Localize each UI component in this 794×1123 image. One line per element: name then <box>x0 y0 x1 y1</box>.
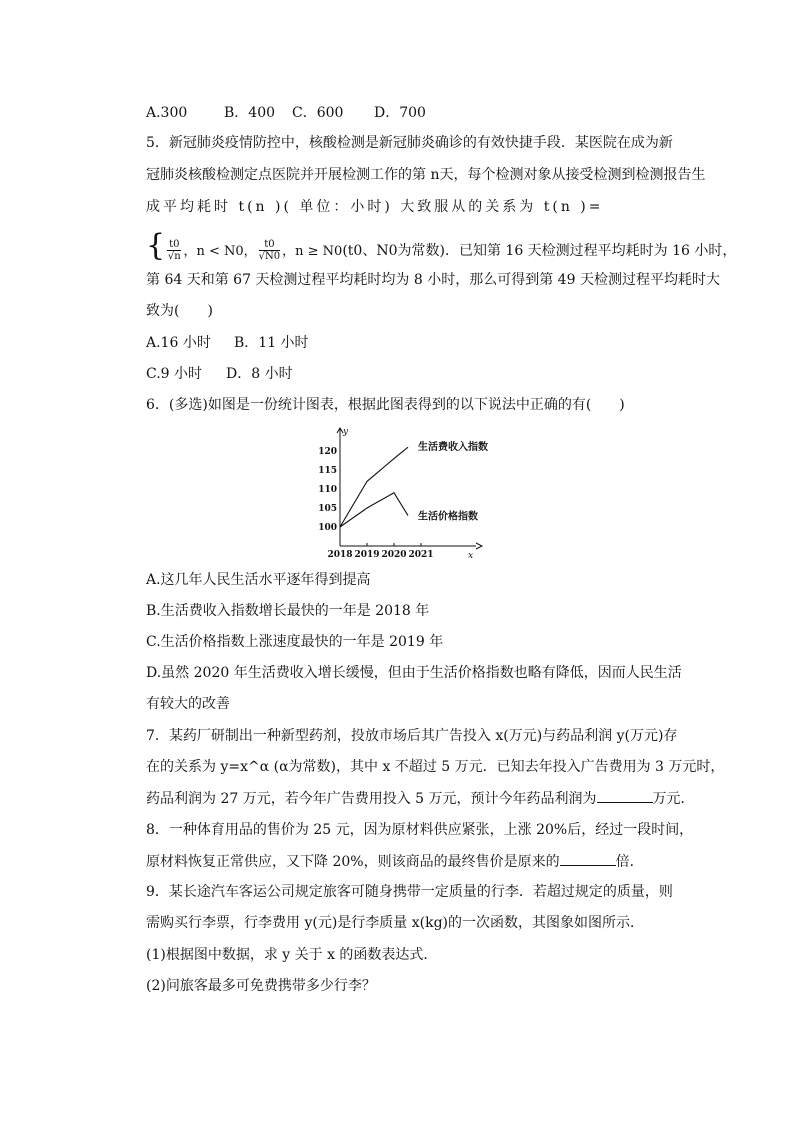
statistics-chart <box>318 420 488 560</box>
q5-option-d: D．8 小时 <box>226 366 293 382</box>
q7-line2: 在的关系为 y=x^α (α为常数)，其中 x 不超过 5 万元．已知去年投入广告费用为 3 万元时， <box>146 759 725 775</box>
q6-option-b: B.生活费收入指数增长最快的一年是 2018 年 <box>146 603 430 619</box>
q5-line3: 成平均耗时 t(n )( 单位：小时) 大致服从的关系为 t(n )= <box>146 199 604 215</box>
q4-option-b: B．400 <box>224 105 276 121</box>
q5-line1: 5．新冠肺炎疫情防控中，核酸检测是新冠肺炎确诊的有效快捷手段．某医院在成为新 <box>146 135 673 151</box>
frac-2: $\frac{t0}{√N0}$ <box>258 239 281 262</box>
brace-symbol: { <box>146 228 166 263</box>
q5-option-b: B．11 小时 <box>234 335 309 351</box>
x-axis-arrow <box>476 543 482 549</box>
q7-line3: 药品利润为 27 万元，若今年广告费用投入 5 万元，预计今年药品利润为 万元． <box>146 788 695 809</box>
y-tick-label: 105 <box>318 504 337 514</box>
q9-line2: 需购买行李票，行李费用 y(元)是行李质量 x(kg)的一次函数，其图象如图所示． <box>146 915 644 931</box>
q4-option-c: C．600 <box>292 105 344 121</box>
x-axis-label: x <box>468 551 474 560</box>
q7-line1: 7．某药厂研制出一种新型药剂，投放市场后其广告投入 x(万元)与药品利润 y(万元)存 <box>146 728 678 744</box>
q8-line1: 8．一种体育用品的售价为 25 元，因为原材料供应紧张，上涨 20%后，经过一段时间， <box>146 822 694 838</box>
q5-line6: 致为( ) <box>146 303 213 319</box>
frac-1: $\frac{t0}{√n}$ <box>167 239 181 262</box>
q9-sub2: (2)问旅客最多可免费携带多少行李？ <box>146 978 376 994</box>
q8-line2: 原材料恢复正常供应，又下降 20%，则该商品的最终售价是原来的 倍． <box>146 851 644 872</box>
q5-option-c: C.9 小时 <box>146 366 203 382</box>
q9-line1: 9．某长途汽车客运公司规定旅客可随身携带一定质量的行李．若超过规定的质量，则 <box>146 884 673 900</box>
q5-options-row2 <box>146 364 293 384</box>
q4-option-d: D．700 <box>374 105 426 121</box>
series-label-2: 生活价格指数 <box>418 511 478 523</box>
q5-piecewise-formula: { $\frac{t0}{√n}$ ，n < N0， $\frac{t0}{√N0}$ ，n ≥ N0(t0、N0为常数)．已知第 16 天检测过程平均耗时为 16 小时， <box>146 228 737 263</box>
q6-option-c: C.生活价格指数上涨速度最快的一年是 2019 年 <box>146 634 444 650</box>
x-tick-label: 2020 <box>381 550 407 560</box>
series-line-1 <box>340 447 408 527</box>
x-tick-label: 2019 <box>354 550 380 560</box>
q8-answer-blank <box>560 851 616 866</box>
q4-options <box>146 103 426 123</box>
chart-series <box>340 440 488 527</box>
q6-option-d-line1: D.虽然 2020 年生活费收入增长缓慢，但由于生活价格指数也略有降低，因而人民生活 <box>146 665 682 681</box>
q9-sub1: (1)根据图中数据，求 y 关于 x 的函数表达式． <box>146 947 438 963</box>
y-tick-label: 120 <box>318 447 337 457</box>
q5-line2: 冠肺炎核酸检测定点医院并开展检测工作的第 n天，每个检测对象从接受检测到检测报告生 <box>146 167 706 183</box>
q6-option-d-line2: 有较大的改善 <box>146 696 230 712</box>
q5-option-a: A.16 小时 <box>146 335 211 351</box>
q4-option-a: A.300 <box>146 105 188 121</box>
y-tick-label: 110 <box>318 485 337 495</box>
q5-line5: 第 64 天和第 67 天检测过程平均耗时均为 8 小时，那么可得到第 49 天检测过程平均耗时大 <box>146 272 720 288</box>
y-axis-label: y <box>343 427 349 437</box>
q7-answer-blank <box>597 788 653 803</box>
x-tick-label: 2021 <box>408 550 434 560</box>
q6-stem: 6．(多选)如图是一份统计图表，根据此图表得到的以下说法中正确的有( ) <box>146 397 625 413</box>
q6-option-a: A.这几年人民生活水平逐年得到提高 <box>146 572 371 588</box>
series-label-1: 生活费收入指数 <box>418 442 488 454</box>
y-tick-label: 100 <box>318 523 337 533</box>
x-tick-label: 2018 <box>327 550 353 560</box>
y-tick-label: 115 <box>318 466 337 476</box>
q5-options-row1 <box>146 333 309 353</box>
